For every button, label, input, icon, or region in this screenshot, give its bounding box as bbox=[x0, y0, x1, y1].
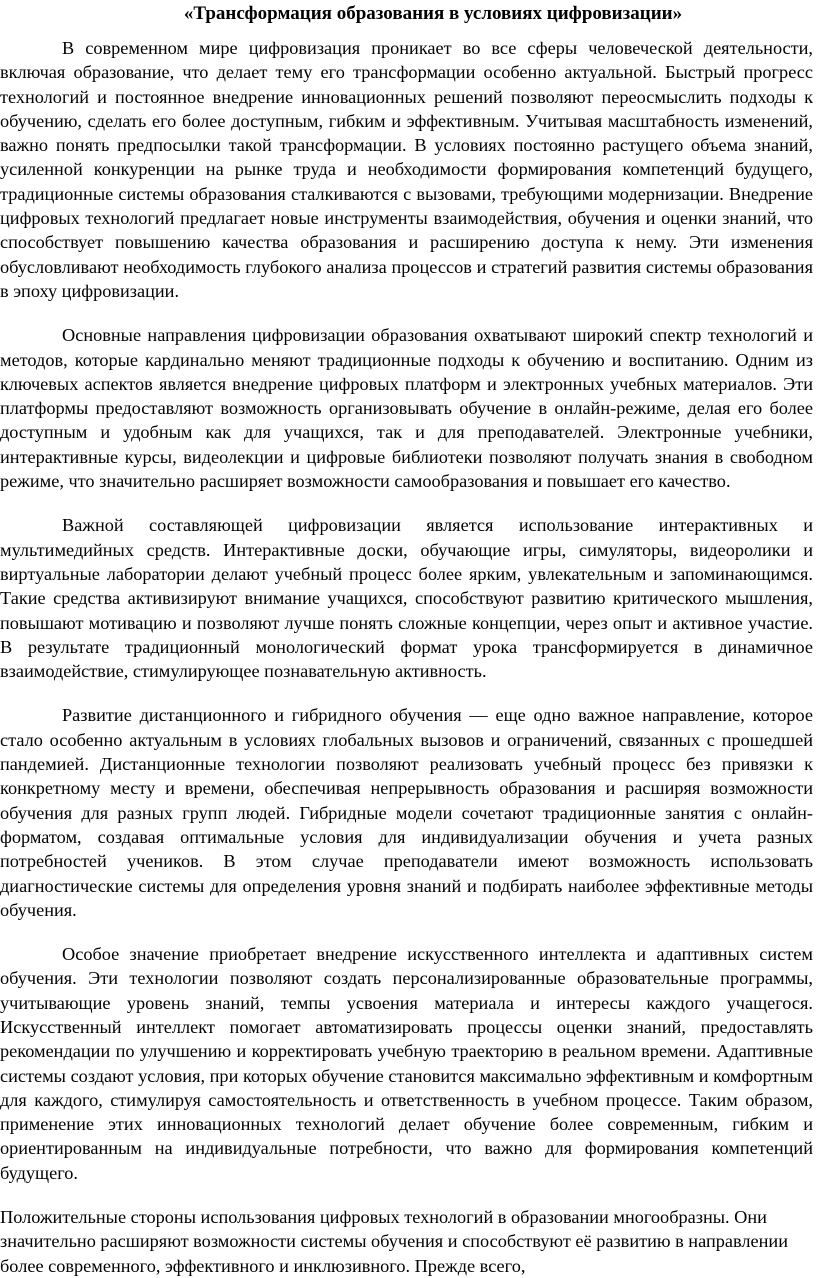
paragraph-distance-learning: Развитие дистанционного и гибридного обучения — еще одно важное направление, которое стало особенно актуальным в условиях глобальных вызовов и ограничений, связанных с прошедшей пандемией. Дистанционные технологии позволяют реализовать учебный процесс без привязки к конкретному месту и времени, обеспечивая непрерывность образования и расширяя возможности обучения для разных групп людей. Гибридные модели сочетают традиционные занятия с онлайн-форматом, создавая оптимальные условия для индивидуализации обучения и учета разных потребностей учеников. В этом случае преподаватели имеют возможность использовать диагностические системы для определения уровня знаний и подбирать наиболее эффективные методы обучения. bbox=[0, 705, 813, 920]
paragraph-artificial-intelligence: Особое значение приобретает внедрение искусственного интеллекта и адаптивных систем обучения. Эти технологии позволяют создать персонализированные образовательные программы, учитывающие уровень знаний, темпы усвоения материала и интересы каждого учащегося. Искусственный интеллект помогает автоматизировать процессы оценки знаний, предоставлять рекомендации по улучшению и корректировать учебную траекторию в реальном времени. Адаптивные системы создают условия, при которых обучение становится максимально эффективным и комфортным для каждого, стимулируя самостоятельность и ответственность в учебном процессе. Таким образом, применение этих инновационных технологий делает обучение более современным, гибким и ориентированным на индивидуальные потребности, что важно для формирования компетенций будущего. bbox=[0, 944, 813, 1183]
paragraph-positive-aspects: Положительные стороны использования цифровых технологий в образовании многообразны. Они значительно расширяют возможности системы обучения и способствуют её развитию в направлении более современного, эффективного и инклюзивного. Прежде всего, bbox=[0, 1207, 788, 1276]
document-title: «Трансформация образования в условиях цифровизации» bbox=[183, 3, 683, 24]
paragraph-intro: В современном мире цифровизация проникает во все сферы человеческой деятельности, включая образование, что делает тему его трансформации особенно актуальной. Быстрый прогресс технологий и постоянное внедрение инновационных решений позволяют переосмыслить подходы к обучению, сделать его более доступным, гибким и эффективным. Учитывая масштабность изменений, важно понять предпосылки такой трансформации. В условиях постоянно растущего объема знаний, усиленной конкуренции на рынке труда и необходимости формирования компетенций будущего, традиционные системы образования сталкиваются с вызовами, требующими модернизации. Внедрение цифровых технологий предлагает новые инструменты взаимодействия, обучения и оценки знаний, что способствует повышению качества образования и расширению доступа к нему. Эти изменения обусловливают необходимость глубокого анализа процессов и стратегий развития системы образования в эпоху цифровизации. bbox=[0, 38, 813, 301]
paragraph-interactive-media: Важной составляющей цифровизации является использование интерактивных и мультимедийных средств. Интерактивные доски, обучающие игры, симуляторы, видеоролики и виртуальные лаборатории делают учебный процесс более ярким, увлекательным и запоминающимся. Такие средства активизируют внимание учащихся, способствуют развитию критического мышления, повышают мотивацию и позволяют лучше понять сложные концепции, через опыт и активное участие. В результате традиционный монологический формат урока трансформируется в динамичное взаимодействие, стимулирующее познавательную активность. bbox=[0, 515, 813, 682]
paragraph-main-directions: Основные направления цифровизации образования охватывают широкий спектр технологий и методов, которые кардинально меняют традиционные подходы к обучению и воспитанию. Одним из ключевых аспектов является внедрение цифровых платформ и электронных учебных материалов. Эти платформы предоставляют возможность организовывать обучение в онлайн-режиме, делая его более доступным и удобным как для учащихся, так и для преподавателей. Электронные учебники, интерактивные курсы, видеолекции и цифровые библиотеки позволяют получать знания в свободном режиме, что значительно расширяет возможности самообразования и повышает его качество. bbox=[0, 325, 813, 492]
